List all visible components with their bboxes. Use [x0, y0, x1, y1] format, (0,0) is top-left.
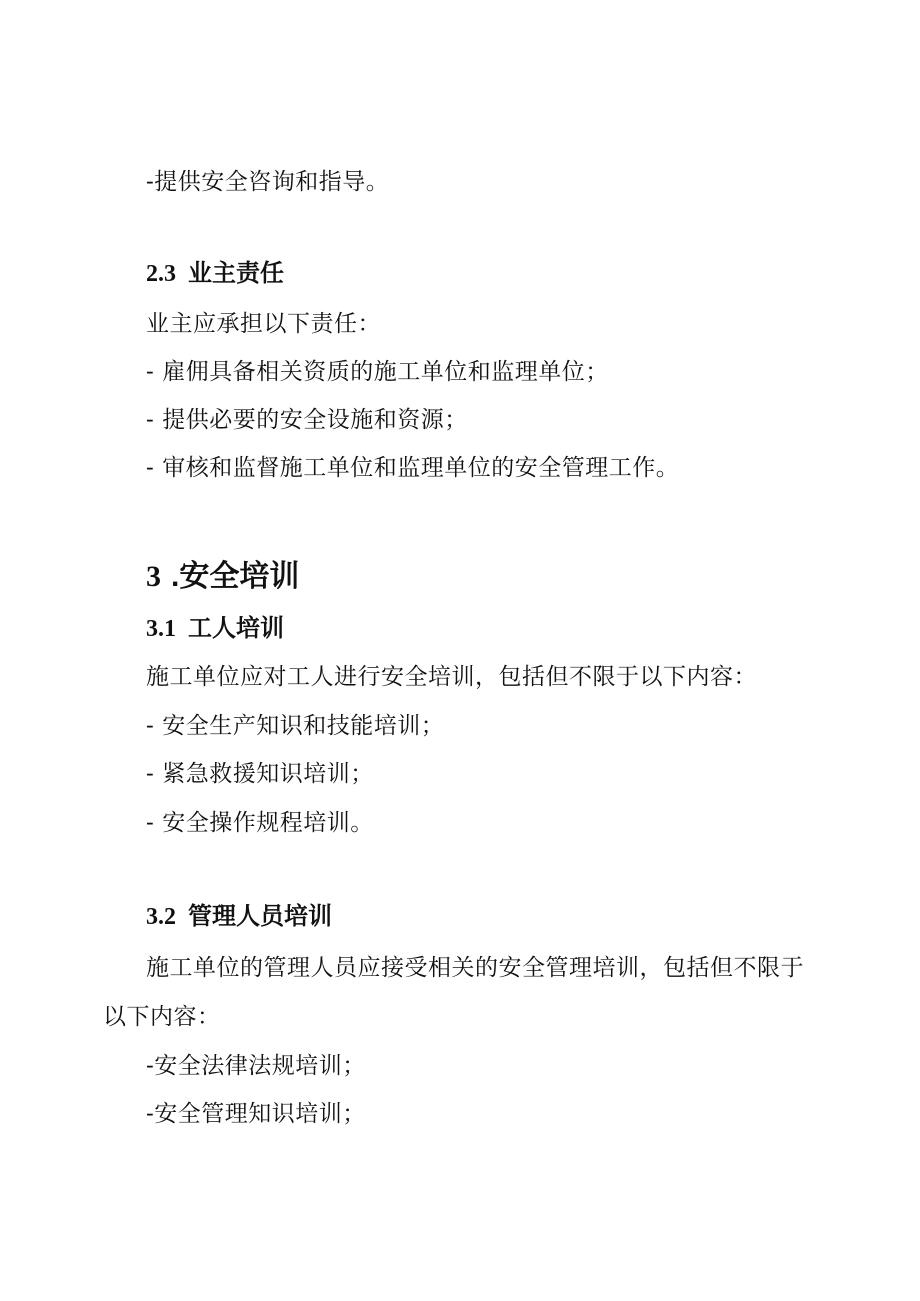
list-item [146, 812, 374, 835]
list-item-text: 安全法律法规培训； [154, 1053, 366, 1079]
list-dash: - [146, 169, 155, 195]
list-dash: - [146, 407, 155, 433]
list-item [146, 171, 389, 194]
list-item-text: 提供安全咨询和指导。 [154, 169, 390, 195]
section-title: 业主责任 [188, 260, 284, 287]
section-heading-3-1 [146, 617, 284, 641]
list-item [146, 763, 374, 786]
list-dash: - [146, 761, 155, 787]
list-item [146, 409, 468, 432]
section-number: 2.3 [146, 261, 176, 287]
section-title: 工人培训 [188, 615, 284, 642]
section-heading-2-3 [146, 262, 284, 286]
list-item-text: 雇佣具备相关资质的施工单位和监理单位； [162, 359, 609, 385]
paragraph-continuation: 以下内容： [103, 1004, 221, 1030]
list-item [146, 457, 679, 480]
chapter-heading-3 [146, 562, 299, 592]
list-item-text: 提供必要的安全设施和资源； [162, 407, 468, 433]
paragraph-intro: 业主应承担以下责任： [146, 311, 381, 337]
list-item-text: 安全管理知识培训； [154, 1101, 366, 1127]
list-item [146, 1103, 366, 1126]
section-number: 3.2 [146, 904, 176, 930]
list-item [146, 1055, 366, 1078]
paragraph-first-line: 施工单位的管理人员应接受相关的安全管理培训，包括但不限于 [146, 955, 804, 981]
chapter-number: 3 [146, 560, 161, 593]
section-heading-3-2 [146, 905, 332, 929]
list-dash: - [146, 1053, 155, 1079]
list-dash: - [146, 810, 155, 836]
list-item [146, 715, 444, 738]
paragraph-intro: 施工单位应对工人进行安全培训，包括但不限于以下内容： [146, 664, 757, 690]
list-dash: - [146, 1101, 155, 1127]
list-item-text: 审核和监督施工单位和监理单位的安全管理工作。 [162, 455, 680, 481]
list-item-text: 安全操作规程培训。 [162, 810, 374, 836]
list-item [146, 361, 609, 384]
list-dash: - [146, 359, 155, 385]
chapter-title: .安全培训 [171, 560, 300, 593]
list-dash: - [146, 455, 155, 481]
section-number: 3.1 [146, 616, 176, 642]
list-item-text: 安全生产知识和技能培训； [162, 713, 445, 739]
list-item-text: 紧急救援知识培训； [162, 761, 374, 787]
list-dash: - [146, 713, 155, 739]
section-title: 管理人员培训 [188, 903, 332, 930]
